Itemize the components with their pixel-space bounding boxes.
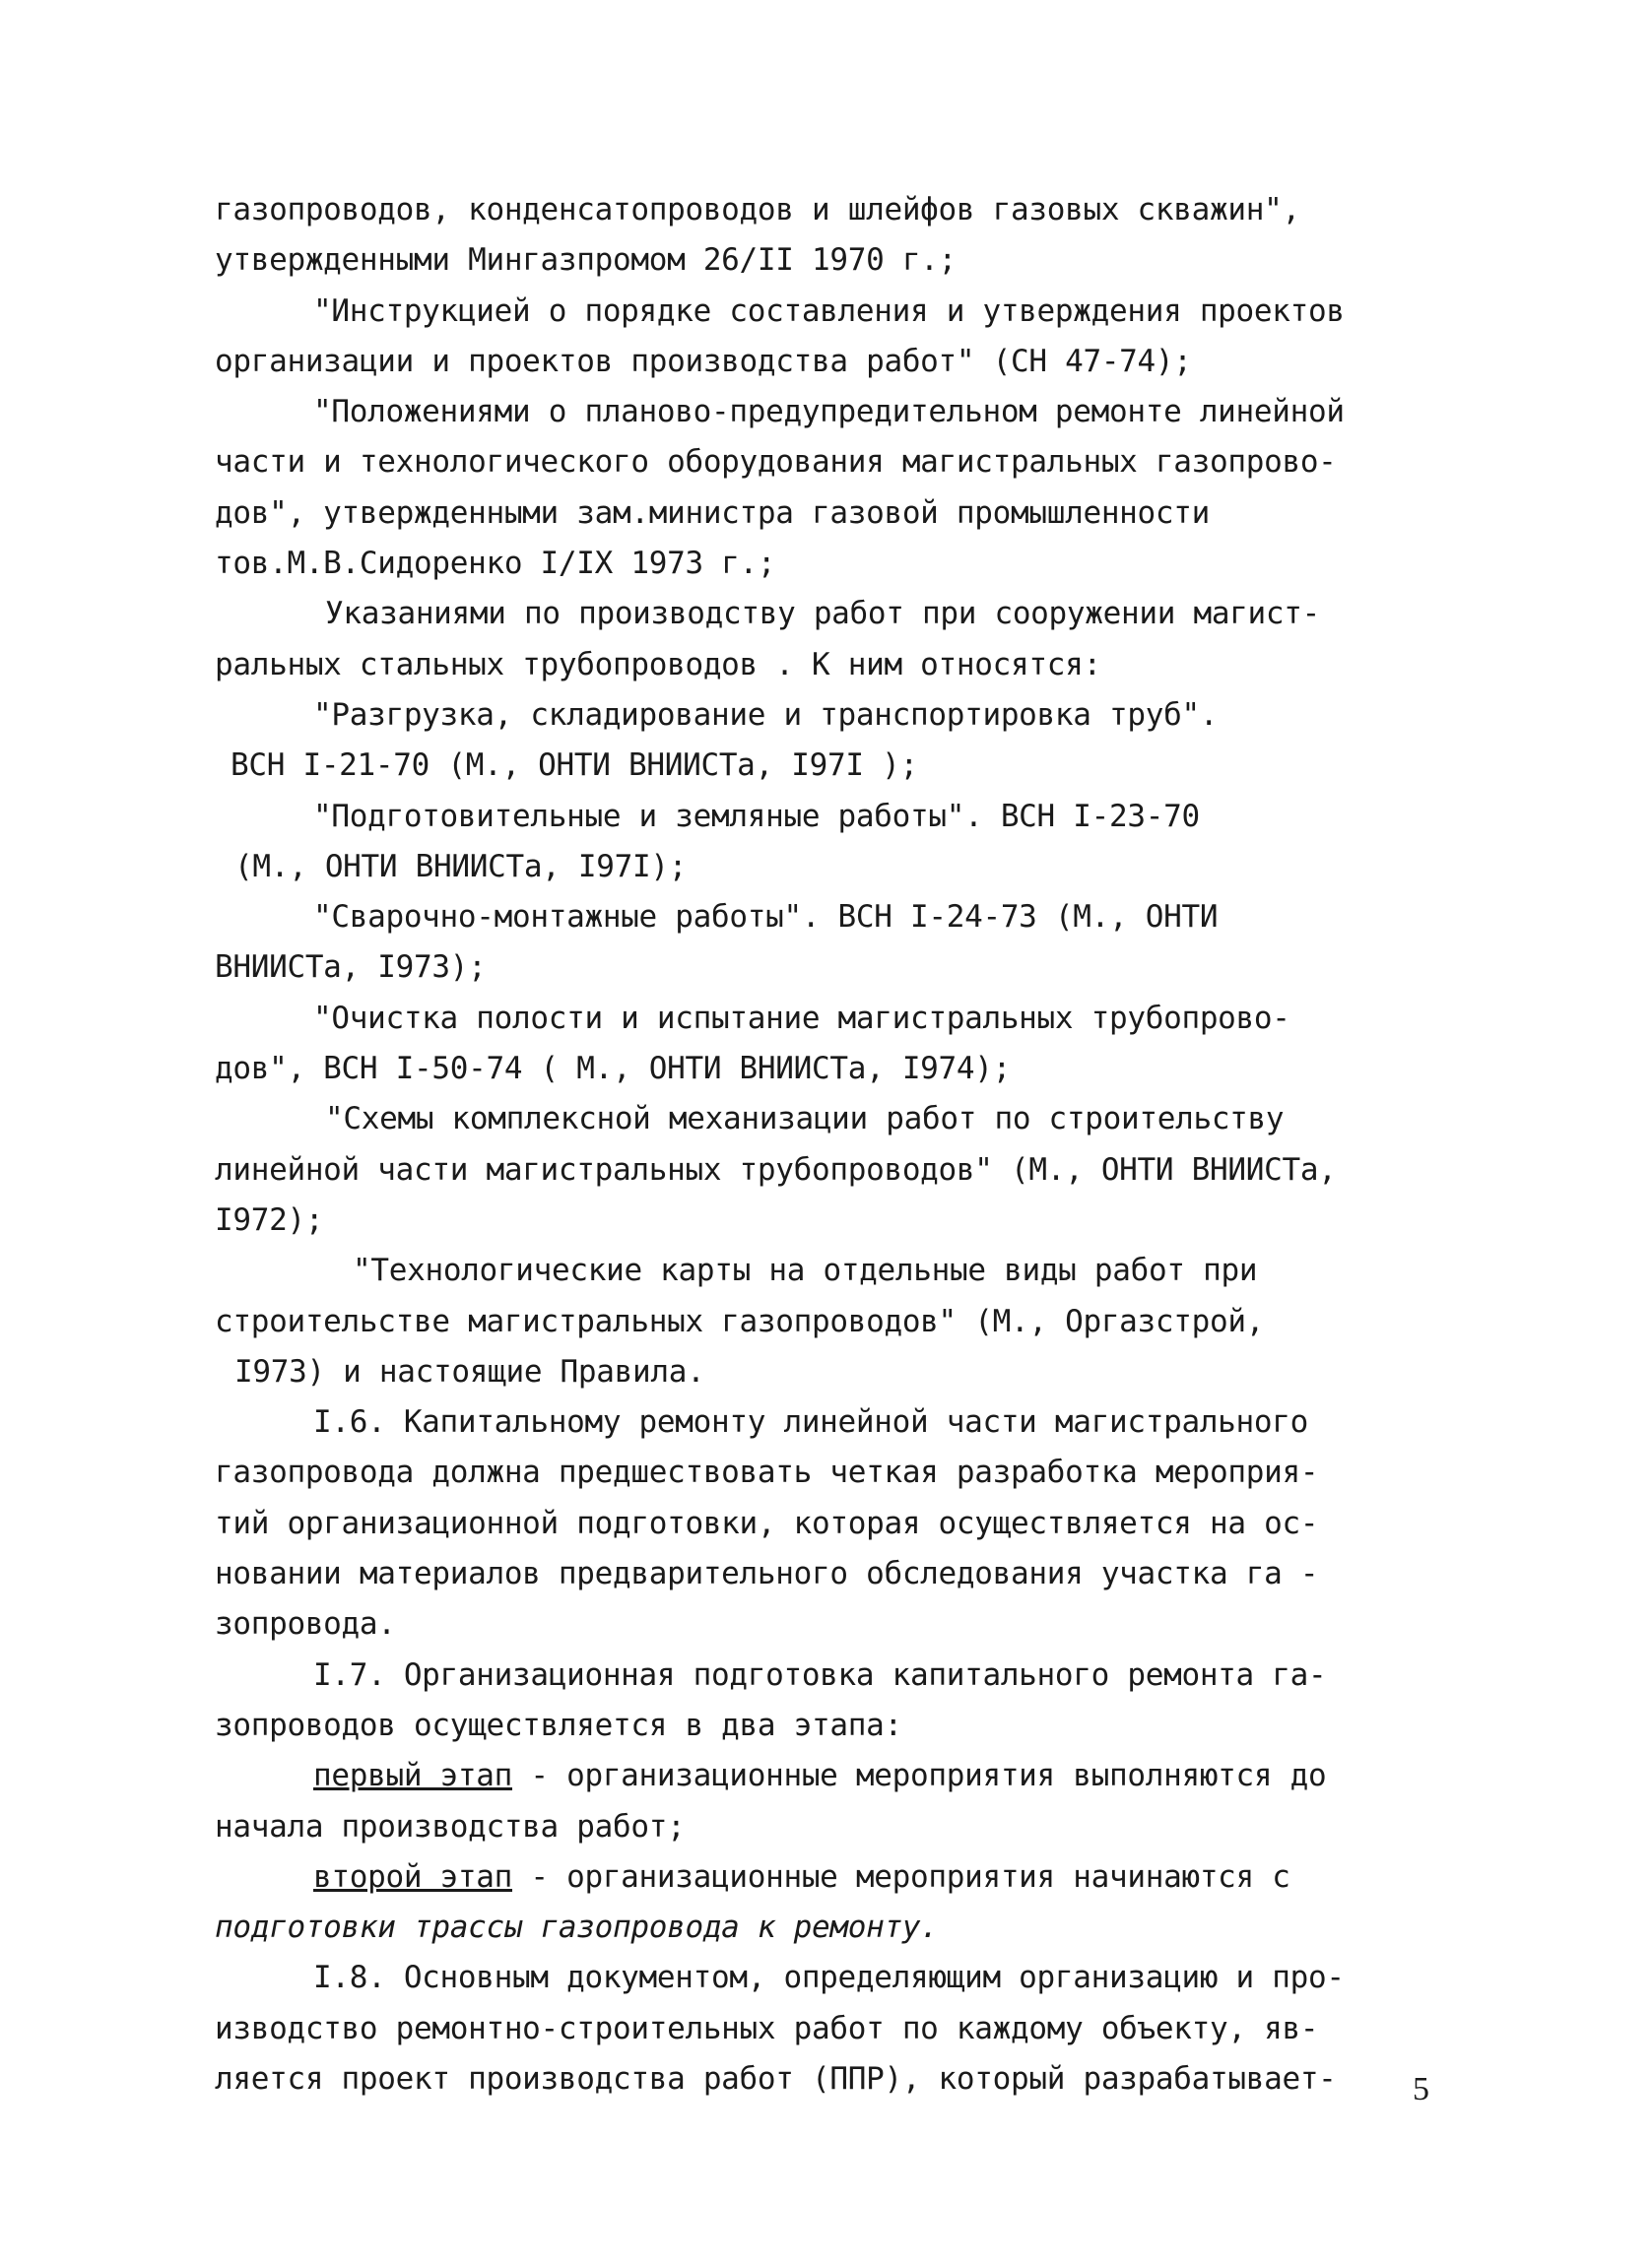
text-line: тий организационной подготовки, которая осуществляется на ос- bbox=[215, 1505, 1319, 1541]
text-line: I.8. Основным документом, определяющим организацию и про- bbox=[313, 1960, 1345, 1996]
text-line: "Сварочно-монтажные работы". ВСН I-24-73 (М., ОНТИ bbox=[313, 899, 1219, 936]
text-line: изводство ремонтно-строительных работ по каждому объекту, яв- bbox=[215, 2010, 1319, 2046]
text-line: дов", ВСН I-50-74 ( М., ОНТИ ВНИИСТа, I974); bbox=[215, 1051, 1011, 1087]
text-line: "Подготовительные и земляные работы". ВСН I-23-70 bbox=[313, 798, 1200, 834]
stage-two-label: второй этап bbox=[313, 1858, 512, 1895]
text-line: "Очистка полости и испытание магистральных трубопрово- bbox=[313, 1000, 1290, 1036]
text-line: ральных стальных трубопроводов . К ним относятся: bbox=[215, 646, 1101, 682]
page-number: 5 bbox=[1413, 2071, 1429, 2107]
text-line: газопровода должна предшествовать четкая разработка мероприя- bbox=[215, 1455, 1319, 1491]
text-line: строительстве магистральных газопроводов" (М., Оргазстрой, bbox=[215, 1303, 1265, 1339]
text-line: линейной части магистральных трубопроводов" (М., ОНТИ ВНИИСТа, bbox=[215, 1151, 1337, 1188]
text-line: подготовки трассы газопровода к ремонту. bbox=[215, 1910, 939, 1946]
text-line: утвержденными Мингазпромом 26/II 1970 г.; bbox=[215, 242, 957, 279]
text-line: зопровода. bbox=[215, 1606, 396, 1643]
text-line: новании материалов предварительного обследования участка га - bbox=[215, 1556, 1319, 1592]
stage-one-label: первый этап bbox=[313, 1758, 512, 1794]
text-line: "Положениями о планово-предупредительном ремонте линейной bbox=[313, 394, 1345, 430]
text-line: "Разгрузка, складирование и транспортировка труб". bbox=[313, 696, 1219, 733]
text-line: дов", утвержденными зам.министра газовой промышленности bbox=[215, 494, 1210, 531]
text-line: ВНИИСТа, I973); bbox=[215, 949, 487, 986]
text-line: I972); bbox=[215, 1201, 324, 1238]
text-line: "Инструкцией о порядке составления и утверждения проектов bbox=[313, 292, 1345, 329]
text-line: организации и проектов производства работ" (СН 47-74); bbox=[215, 343, 1192, 379]
body-text bbox=[215, 185, 1495, 2105]
stage-one-text: - организационные мероприятия выполняются до bbox=[512, 1758, 1327, 1794]
text-line: ВСН I-21-70 (М., ОНТИ ВНИИСТа, I97I ); bbox=[231, 747, 918, 784]
text-line: "Технологические карты на отдельные виды работ при bbox=[353, 1253, 1258, 1289]
stage-two-text: - организационные мероприятия начинаются с bbox=[512, 1858, 1290, 1895]
text-line: I.6. Капитальному ремонту линейной части магистрального bbox=[313, 1404, 1308, 1441]
text-line: части и технологического оборудования магистральных газопрово- bbox=[215, 444, 1337, 481]
text-line: I.7. Организационная подготовка капитального ремонта га- bbox=[313, 1656, 1327, 1693]
text-line: зопроводов осуществляется в два этапа: bbox=[215, 1707, 902, 1743]
text-line: I973) и настоящие Правила. bbox=[234, 1353, 705, 1390]
text-line: газопроводов, конденсатопроводов и шлейфов газовых скважин", bbox=[215, 192, 1300, 227]
text-line: Указаниями по производству работ при сооружении магист- bbox=[325, 596, 1320, 632]
text-line: "Схемы комплексной механизации работ по строительству bbox=[325, 1101, 1285, 1137]
stage-two-line bbox=[215, 1852, 1495, 1903]
text-line: тов.М.В.Сидоренко I/IX 1973 г.; bbox=[215, 546, 776, 582]
text-line: начала производства работ; bbox=[215, 1808, 686, 1845]
text-line: ляется проект производства работ (ППР), который разрабатывает- bbox=[215, 2060, 1337, 2097]
stage-one-line bbox=[215, 1751, 1495, 1801]
text-line: (М., ОНТИ ВНИИСТа, I97I); bbox=[234, 848, 688, 884]
